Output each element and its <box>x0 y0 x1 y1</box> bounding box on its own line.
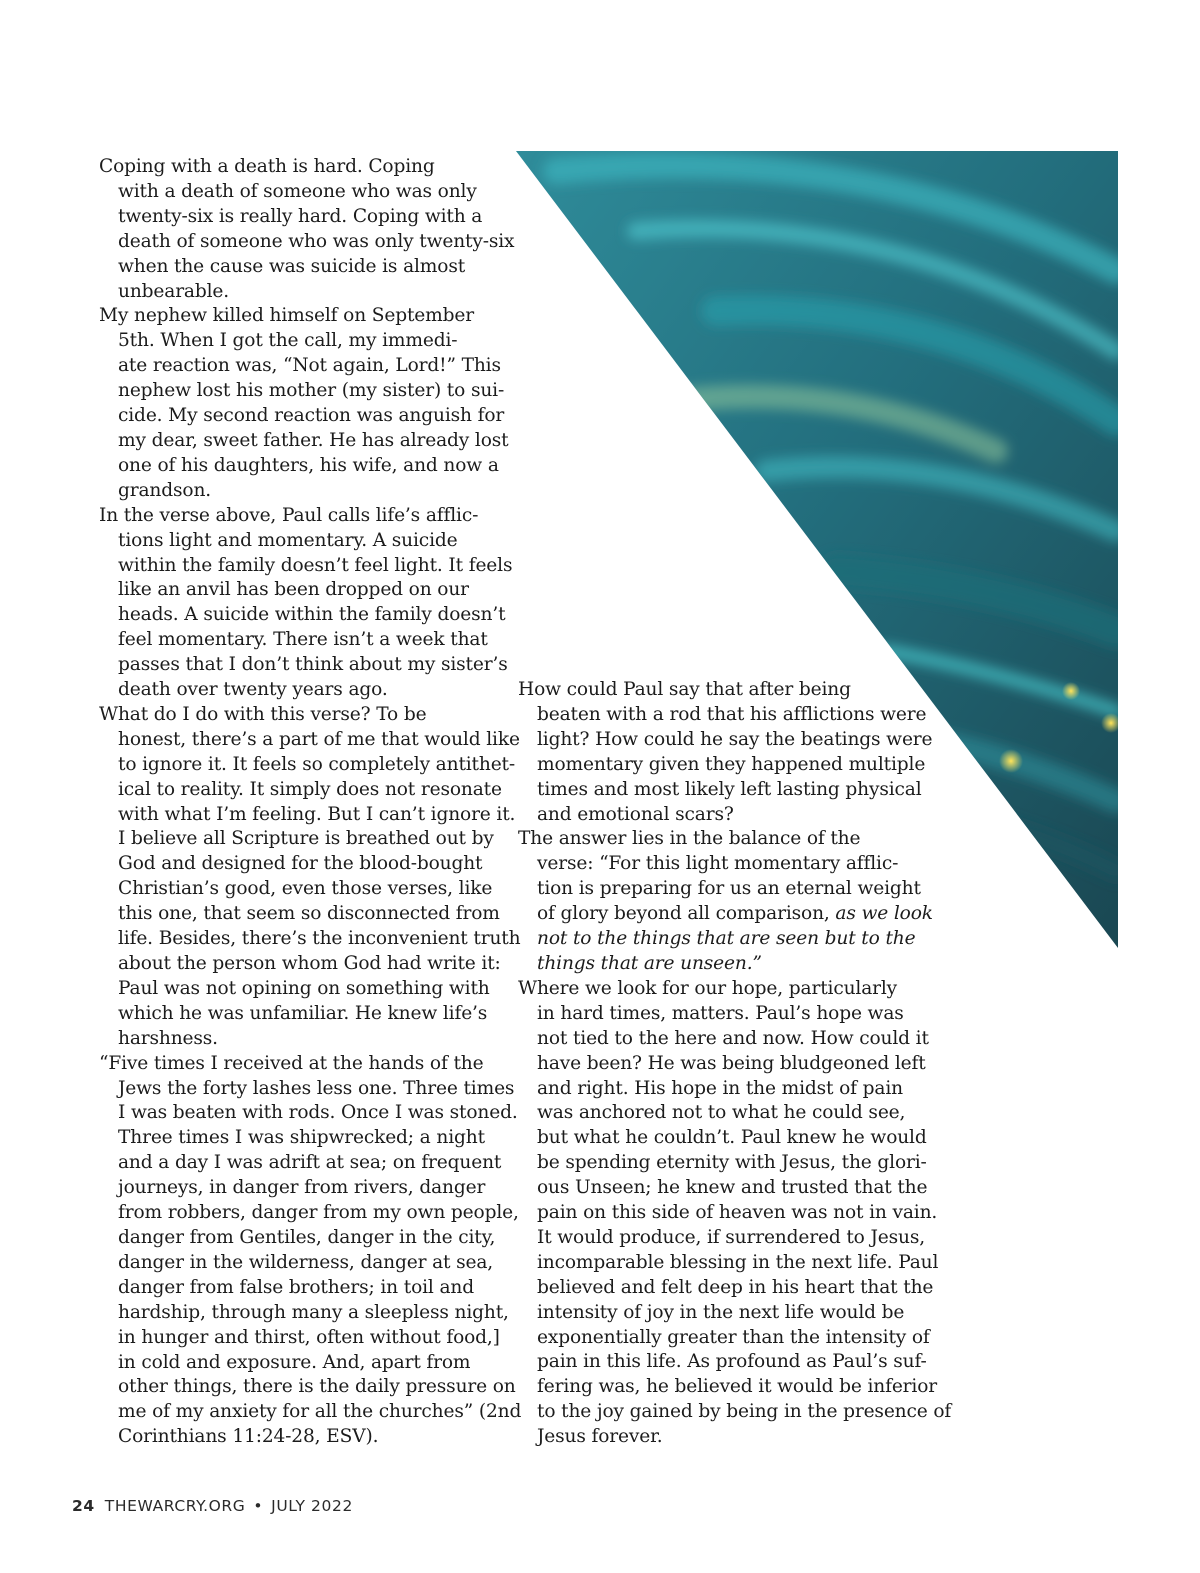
text-line: my dear, sweet father. He has already lost <box>118 429 509 451</box>
text-line: tion is preparing for us an eternal weight <box>537 878 921 900</box>
text-line: Paul was not opining on something with <box>118 977 490 999</box>
text-line: twenty-six is really hard. Coping with a <box>118 205 483 227</box>
article-left-column <box>99 155 522 1450</box>
text-line: with what I’m feeling. But I can’t ignore it. <box>118 803 516 825</box>
paragraph-left-3 <box>99 504 513 703</box>
text-line: to the joy gained by being in the presence of <box>537 1401 952 1423</box>
text-line: Christian’s good, even those verses, like <box>118 878 493 900</box>
text-line: momentary given they happened multiple <box>537 753 926 775</box>
text-line: How could Paul say that after being <box>518 679 851 700</box>
text-line: 5th. When I got the call, my immedi- <box>118 330 458 352</box>
paragraph-left-5 <box>99 1052 522 1451</box>
text-line: light? How could he say the beatings were <box>537 728 933 750</box>
text-line: not tied to the here and now. How could it <box>537 1027 929 1049</box>
text-line: pain in this life. As profound as Paul’s suf- <box>537 1351 927 1373</box>
text-line: cide. My second reaction was anguish for <box>118 405 505 427</box>
text-line: What do I do with this verse? To be <box>99 703 427 725</box>
text-line: fering was, he believed it would be inferior <box>537 1376 938 1398</box>
text-line: My nephew killed himself on September <box>99 305 474 327</box>
text-line: pain on this side of heaven was not in vain. <box>537 1202 938 1224</box>
text-line: The answer lies in the balance of the <box>518 828 861 850</box>
paragraph-right-3 <box>518 977 952 1450</box>
text-line: harshness. <box>118 1027 218 1049</box>
separator-dot: • <box>253 1497 264 1515</box>
text-line: but what he couldn’t. Paul knew he would <box>537 1127 927 1149</box>
text-line: Corinthians 11:24-28, ESV). <box>118 1426 379 1448</box>
paragraph-right-2 <box>518 827 933 976</box>
text-line: in hard times, matters. Paul’s hope was <box>537 1002 904 1024</box>
text-line: feel momentary. There isn’t a week that <box>118 629 488 651</box>
text-line: death over twenty years ago. <box>118 679 388 701</box>
text-line: in cold and exposure. And, apart from <box>118 1351 471 1373</box>
text-line: passes that I don’t think about my sister’s <box>118 654 508 676</box>
text-line: unbearable. <box>118 280 230 302</box>
site-name: THEWARCRY.ORG <box>104 1497 246 1515</box>
article-right-column <box>518 678 952 1450</box>
text-line: grandson. <box>118 479 212 501</box>
text-line: was anchored not to what he could see, <box>537 1102 906 1124</box>
text-line: other things, there is the daily pressure on <box>118 1376 516 1398</box>
text-plain: of glory beyond all comparison, <box>537 903 836 925</box>
text-line: hardship, through many a sleepless night, <box>118 1301 509 1323</box>
text-line: from robbers, danger from my own people, <box>118 1202 519 1224</box>
text-line: It would produce, if surrendered to Jesus, <box>537 1226 926 1248</box>
text-line: intensity of joy in the next life would be <box>537 1301 905 1323</box>
text-line: and emotional scars? <box>537 803 734 825</box>
text-line: danger in the wilderness, danger at sea, <box>118 1251 494 1273</box>
text-line: verse: “For this light momentary afflic- <box>537 853 899 875</box>
text-line: honest, there’s a part of me that would like <box>118 728 520 750</box>
text-line: which he was unfamiliar. He knew life’s <box>118 1002 488 1024</box>
text-line: Jews the forty lashes less one. Three times <box>118 1077 515 1099</box>
text-line: danger from false brothers; in toil and <box>118 1276 475 1298</box>
text-line: beaten with a rod that his afflictions were <box>537 703 927 725</box>
text-line: ical to reality. It simply does not resonate <box>118 778 502 800</box>
text-line: exponentially greater than the intensity of <box>537 1326 930 1348</box>
text-line: be spending eternity with Jesus, the glori- <box>537 1152 927 1174</box>
text-line: with a death of someone who was only <box>118 180 477 202</box>
page-number: 24 <box>72 1497 95 1515</box>
text-line: about the person whom God had write it: <box>118 953 501 974</box>
text-line: within the family doesn’t feel light. It feels <box>118 554 513 576</box>
text-line: ous Unseen; he knew and trusted that the <box>537 1177 928 1199</box>
text-line-italic: not to the things that are seen but to the <box>537 928 916 950</box>
text-line: nephew lost his mother (my sister) to sui- <box>118 380 505 402</box>
text-line: when the cause was suicide is almost <box>118 255 466 277</box>
text-line: In the verse above, Paul calls life’s afflic- <box>99 504 479 526</box>
text-line: and right. His hope in the midst of pain <box>537 1077 903 1099</box>
text-line: Where we look for our hope, particularly <box>518 977 898 999</box>
text-line: incomparable blessing in the next life. Paul <box>537 1251 939 1273</box>
text-line: like an anvil has been dropped on our <box>118 579 469 601</box>
text-line: to ignore it. It feels so completely antithet- <box>118 753 516 775</box>
text-line-italic: things that are unseen.” <box>537 952 762 974</box>
paragraph-left-4 <box>99 703 521 1052</box>
paragraph-right-1 <box>518 678 933 827</box>
text-line: danger from Gentiles, danger in the city, <box>118 1226 496 1248</box>
text-line: Three times I was shipwrecked; a night <box>118 1127 485 1149</box>
text-line: Jesus forever. <box>537 1426 663 1448</box>
text-line: life. Besides, there’s the inconvenient truth <box>118 928 521 950</box>
text-line: tions light and momentary. A suicide <box>118 529 458 551</box>
issue-date: JULY 2022 <box>271 1497 353 1515</box>
text-line: I was beaten with rods. Once I was stoned. <box>118 1102 518 1124</box>
paragraph-left-2 <box>99 304 509 503</box>
text-line: God and designed for the blood-bought <box>118 853 483 875</box>
text-line: ate reaction was, “Not again, Lord!” This <box>118 355 501 377</box>
text-line: have been? He was being bludgeoned left <box>537 1052 926 1074</box>
text-line <box>518 902 933 927</box>
text-line: death of someone who was only twenty-six <box>118 230 515 252</box>
text-italic: as we look <box>835 903 933 925</box>
page-footer <box>72 1497 353 1515</box>
text-line: and a day I was adrift at sea; on frequent <box>118 1152 502 1174</box>
text-line: one of his daughters, his wife, and now a <box>118 454 499 476</box>
text-line: heads. A suicide within the family doesn’t <box>118 604 506 626</box>
text-line: times and most likely left lasting physical <box>537 778 922 800</box>
text-line: this one, that seem so disconnected from <box>118 903 500 925</box>
text-line: Coping with a death is hard. Coping <box>99 156 435 177</box>
paragraph-left-1 <box>99 155 515 304</box>
text-line: “Five times I received at the hands of the <box>99 1052 484 1074</box>
text-line: I believe all Scripture is breathed out by <box>118 828 494 850</box>
text-line: me of my anxiety for all the churches” (2nd <box>118 1401 522 1423</box>
text-line: in hunger and thirst, often without food,] <box>118 1326 500 1348</box>
text-line: journeys, in danger from rivers, danger <box>118 1177 486 1199</box>
text-line: believed and felt deep in his heart that the <box>537 1276 934 1298</box>
